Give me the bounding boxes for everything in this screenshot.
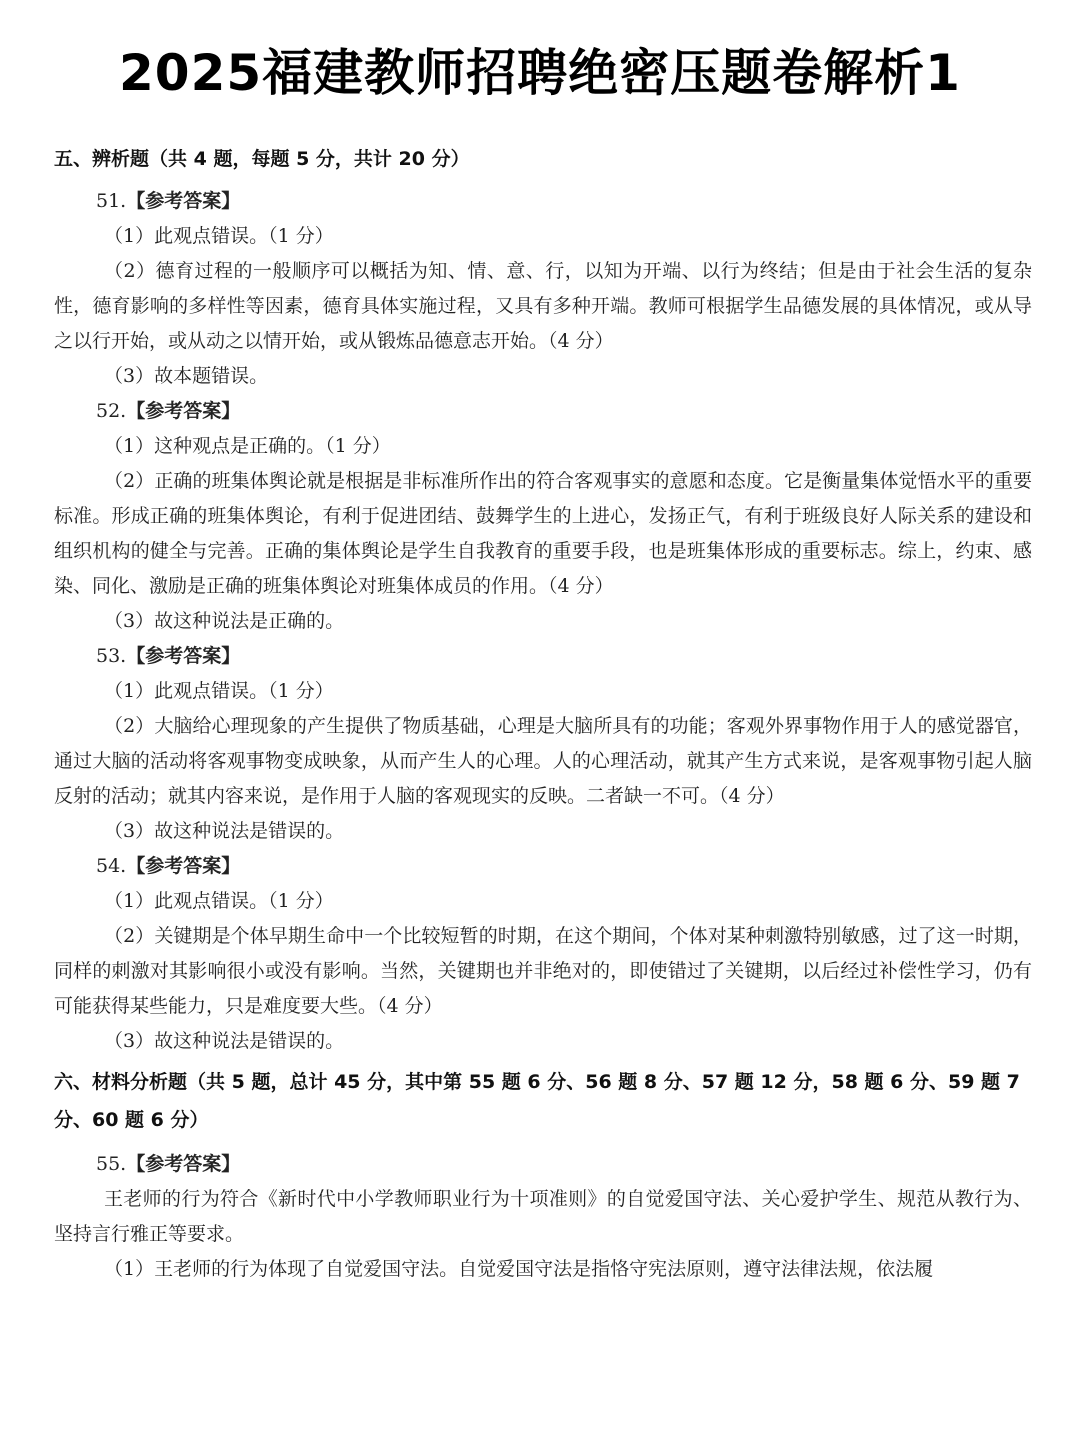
answer-tag: 【参考答案】 bbox=[126, 855, 241, 877]
answer-paragraph: （3）故这种说法是错误的。 bbox=[104, 1030, 345, 1052]
answer-paragraph: （1）王老师的行为体现了自觉爱国守法。自觉爱国守法是指恪守宪法原则，遵守法律法规，依法履 bbox=[104, 1258, 934, 1280]
answer-paragraph: 王老师的行为符合《新时代中小学教师职业行为十项准则》的自觉爱国守法、关心爱护学生、规范从教行为、坚持言行雅正等要求。 bbox=[54, 1188, 1032, 1245]
question-label-54 bbox=[54, 849, 1032, 884]
page-title: 2025福建教师招聘绝密压题卷解析1 bbox=[119, 44, 961, 102]
answer-tag: 【参考答案】 bbox=[126, 400, 241, 422]
answer-tag: 【参考答案】 bbox=[126, 1153, 241, 1175]
question-label-53 bbox=[54, 639, 1032, 674]
answer-paragraph: （1）此观点错误。（1 分） bbox=[104, 225, 334, 247]
answer-paragraph: （2）大脑给心理现象的产生提供了物质基础，心理是大脑所具有的功能；客观外界事物作用于人的感觉器官，通过大脑的活动将客观事物变成映象，从而产生人的心理。人的心理活动，就其产生方式来说，是客观事物引起人脑反射的活动；就其内容来说，是作用于人脑的客观现实的反映。二者缺一不可。（4 分） bbox=[54, 715, 1032, 807]
answer-paragraph: （2）正确的班集体舆论就是根据是非标准所作出的符合客观事实的意愿和态度。它是衡量集体觉悟水平的重要标准。形成正确的班集体舆论，有利于促进团结、鼓舞学生的上进心，发扬正气，有利于班级良好人际关系的建设和组织机构的健全与完善。正确的集体舆论是学生自我教育的重要手段，也是班集体形成的重要标志。综上，约束、感染、同化、激励是正确的班集体舆论对班集体成员的作用。（4 分） bbox=[54, 470, 1032, 597]
question-number: 51. bbox=[96, 190, 127, 212]
answer-paragraph: （2）德育过程的一般顺序可以概括为知、情、意、行，以知为开端、以行为终结；但是由于社会生活的复杂性，德育影响的多样性等因素，德育具体实施过程，又具有多种开端。教师可根据学生品德发展的具体情况，或从导之以行开始，或从动之以情开始，或从锻炼品德意志开始。（4 分） bbox=[54, 260, 1032, 352]
answer-paragraph: （1）这种观点是正确的。（1 分） bbox=[104, 435, 391, 457]
answer-paragraph: （1）此观点错误。（1 分） bbox=[104, 890, 334, 912]
question-label-55 bbox=[54, 1147, 1032, 1182]
answer-paragraph: （2）关键期是个体早期生命中一个比较短暂的时期，在这个期间，个体对某种刺激特别敏感，过了这一时期，同样的刺激对其影响很小或没有影响。当然，关键期也并非绝对的，即使错过了关键期，以后经过补偿性学习，仍有可能获得某些能力，只是难度要大些。（4 分） bbox=[54, 925, 1032, 1017]
question-number: 54. bbox=[96, 855, 127, 877]
question-label-51 bbox=[54, 184, 1032, 219]
document-body bbox=[54, 140, 1032, 1287]
answer-tag: 【参考答案】 bbox=[126, 645, 241, 667]
section-heading-6: 六、材料分析题（共 5 题，总计 45 分，其中第 55 题 6 分、56 题 8 分、57 题 12 分，58 题 6 分、59 题 7 分、60 题 6 分） bbox=[54, 1071, 1020, 1131]
question-number: 55. bbox=[96, 1153, 127, 1175]
question-number: 53. bbox=[96, 645, 127, 667]
answer-paragraph: （1）此观点错误。（1 分） bbox=[104, 680, 334, 702]
answer-paragraph: （3）故本题错误。 bbox=[104, 365, 269, 387]
section-heading-5: 五、辨析题（共 4 题，每题 5 分，共计 20 分） bbox=[54, 148, 470, 170]
answer-paragraph: （3）故这种说法是正确的。 bbox=[104, 610, 345, 632]
answer-tag: 【参考答案】 bbox=[126, 190, 241, 212]
question-number: 52. bbox=[96, 400, 127, 422]
question-label-52 bbox=[54, 394, 1032, 429]
answer-paragraph: （3）故这种说法是错误的。 bbox=[104, 820, 345, 842]
